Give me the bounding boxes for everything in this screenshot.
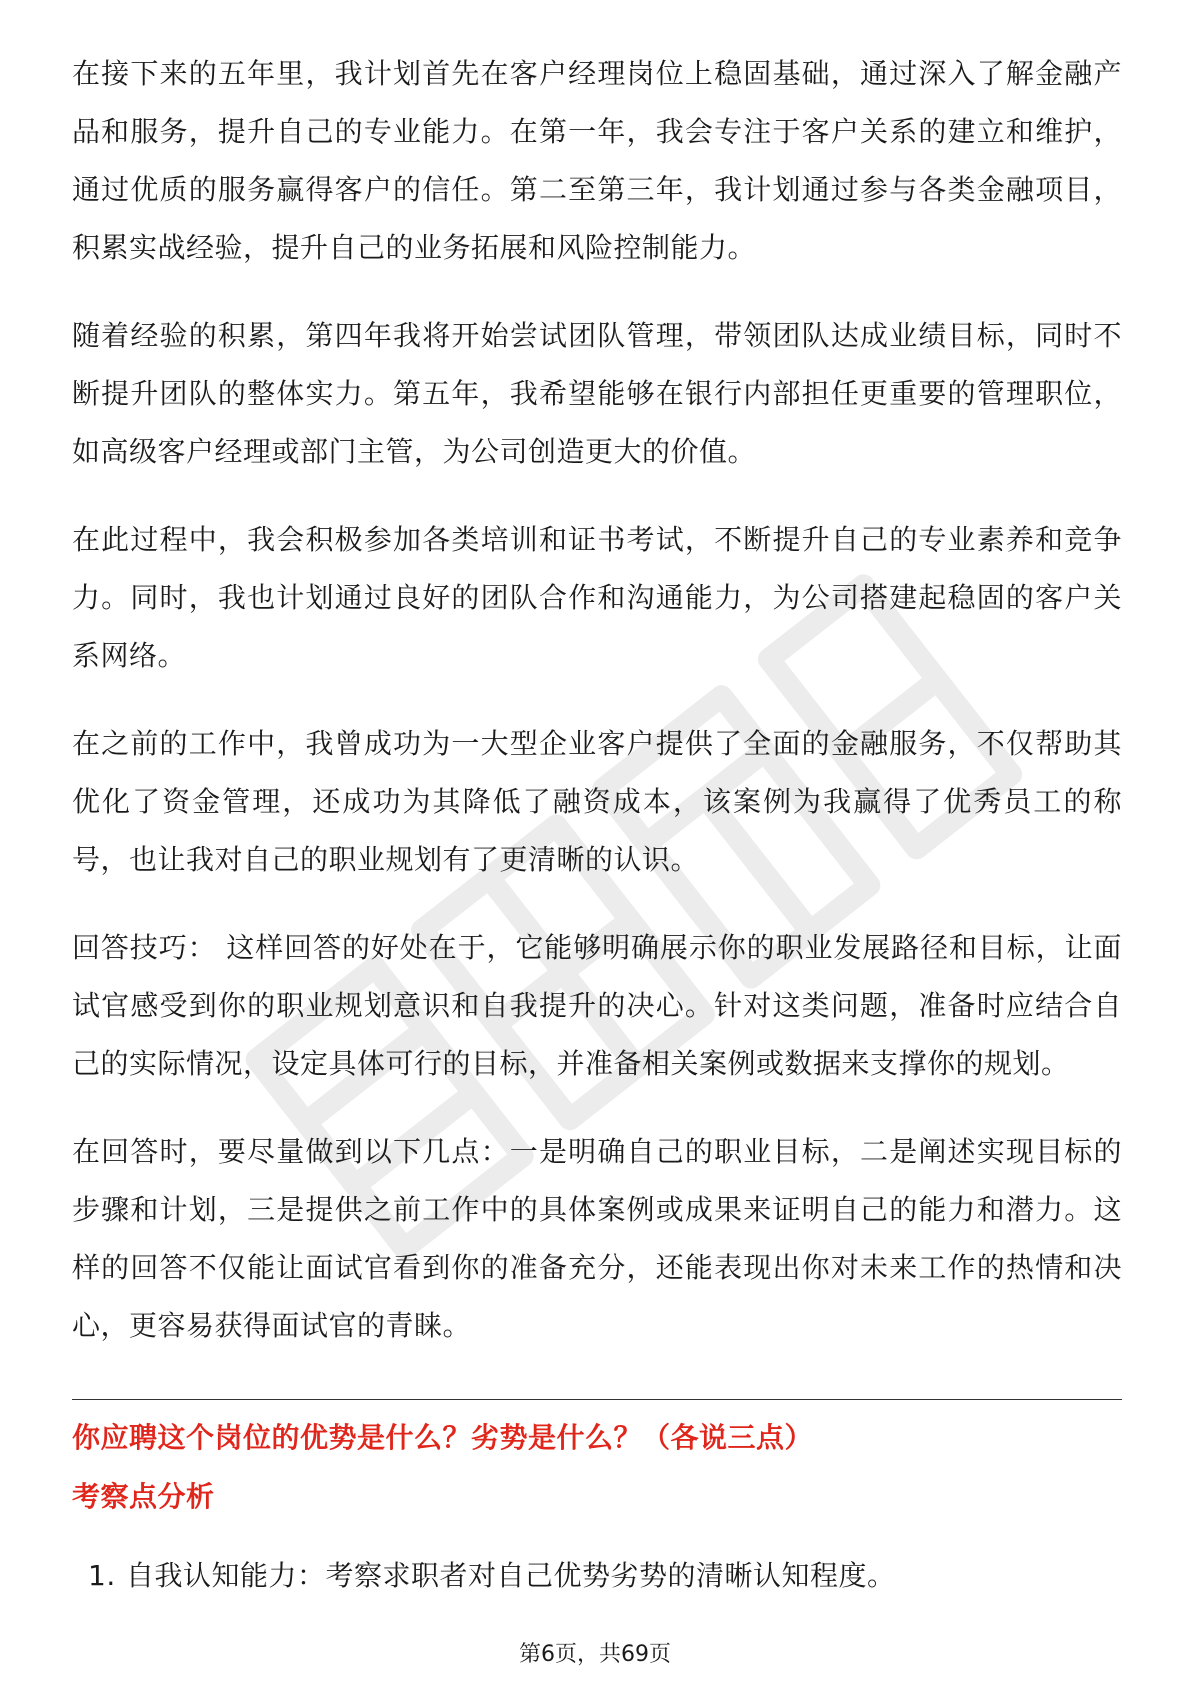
paragraph-past-case: 在之前的工作中，我曾成功为一大型企业客户提供了全面的金融服务，不仅帮助其优化了资金管理，还成功为其降低了融资成本，该案例为我赢得了优秀员工的称号，也让我对自己的职业规划有了更清晰的认识。 bbox=[72, 727, 1122, 876]
paragraph-answer-tips: 回答技巧： 这样回答的好处在于，它能够明确展示你的职业发展路径和目标，让面试官感受到你的职业规划意识和自我提升的决心。针对这类问题，准备时应结合自己的实际情况，设定具体可行的目标，并准备相关案例或数据来支撑你的规划。 bbox=[72, 931, 1122, 1080]
question-heading: 你应聘这个岗位的优势是什么？劣势是什么？（各说三点） bbox=[72, 1421, 814, 1454]
page-number-footer: 第6页，共69页 bbox=[519, 1642, 671, 1667]
body-paragraphs bbox=[72, 45, 1122, 1385]
paragraph-management-goal: 随着经验的积累，第四年我将开始尝试团队管理，带领团队达成业绩目标，同时不断提升团队的整体实力。第五年，我希望能够在银行内部担任更重要的管理职位，如高级客户经理或部门主管，为公司创造更大的价值。 bbox=[72, 319, 1122, 468]
section-divider bbox=[72, 1399, 1122, 1400]
list-item-text: 自我认知能力：考察求职者对自己优势劣势的清晰认知程度。 bbox=[126, 1559, 896, 1592]
paragraph-training: 在此过程中，我会积极参加各类培训和证书考试，不断提升自己的专业素养和竞争力。同时，我也计划通过良好的团队合作和沟通能力，为公司搭建起稳固的客户关系网络。 bbox=[72, 523, 1122, 672]
list-item-number: 1. bbox=[88, 1559, 116, 1592]
analysis-heading: 考察点分析 bbox=[72, 1480, 215, 1513]
paragraph-answer-points: 在回答时，要尽量做到以下几点：一是明确自己的职业目标，二是阐述实现目标的步骤和计划，三是提供之前工作中的具体案例或成果来证明自己的能力和潜力。这样的回答不仅能让面试官看到你的准备充分，还能表现出你对未来工作的热情和决心，更容易获得面试官的青睐。 bbox=[72, 1135, 1122, 1342]
list-item bbox=[88, 1556, 896, 1596]
paragraph-five-year-plan: 在接下来的五年里，我计划首先在客户经理岗位上稳固基础，通过深入了解金融产品和服务，提升自己的专业能力。在第一年，我会专注于客户关系的建立和维护，通过优质的服务赢得客户的信任。第二至第三年，我计划通过参与各类金融项目，积累实战经验，提升自己的业务拓展和风险控制能力。 bbox=[72, 57, 1122, 264]
